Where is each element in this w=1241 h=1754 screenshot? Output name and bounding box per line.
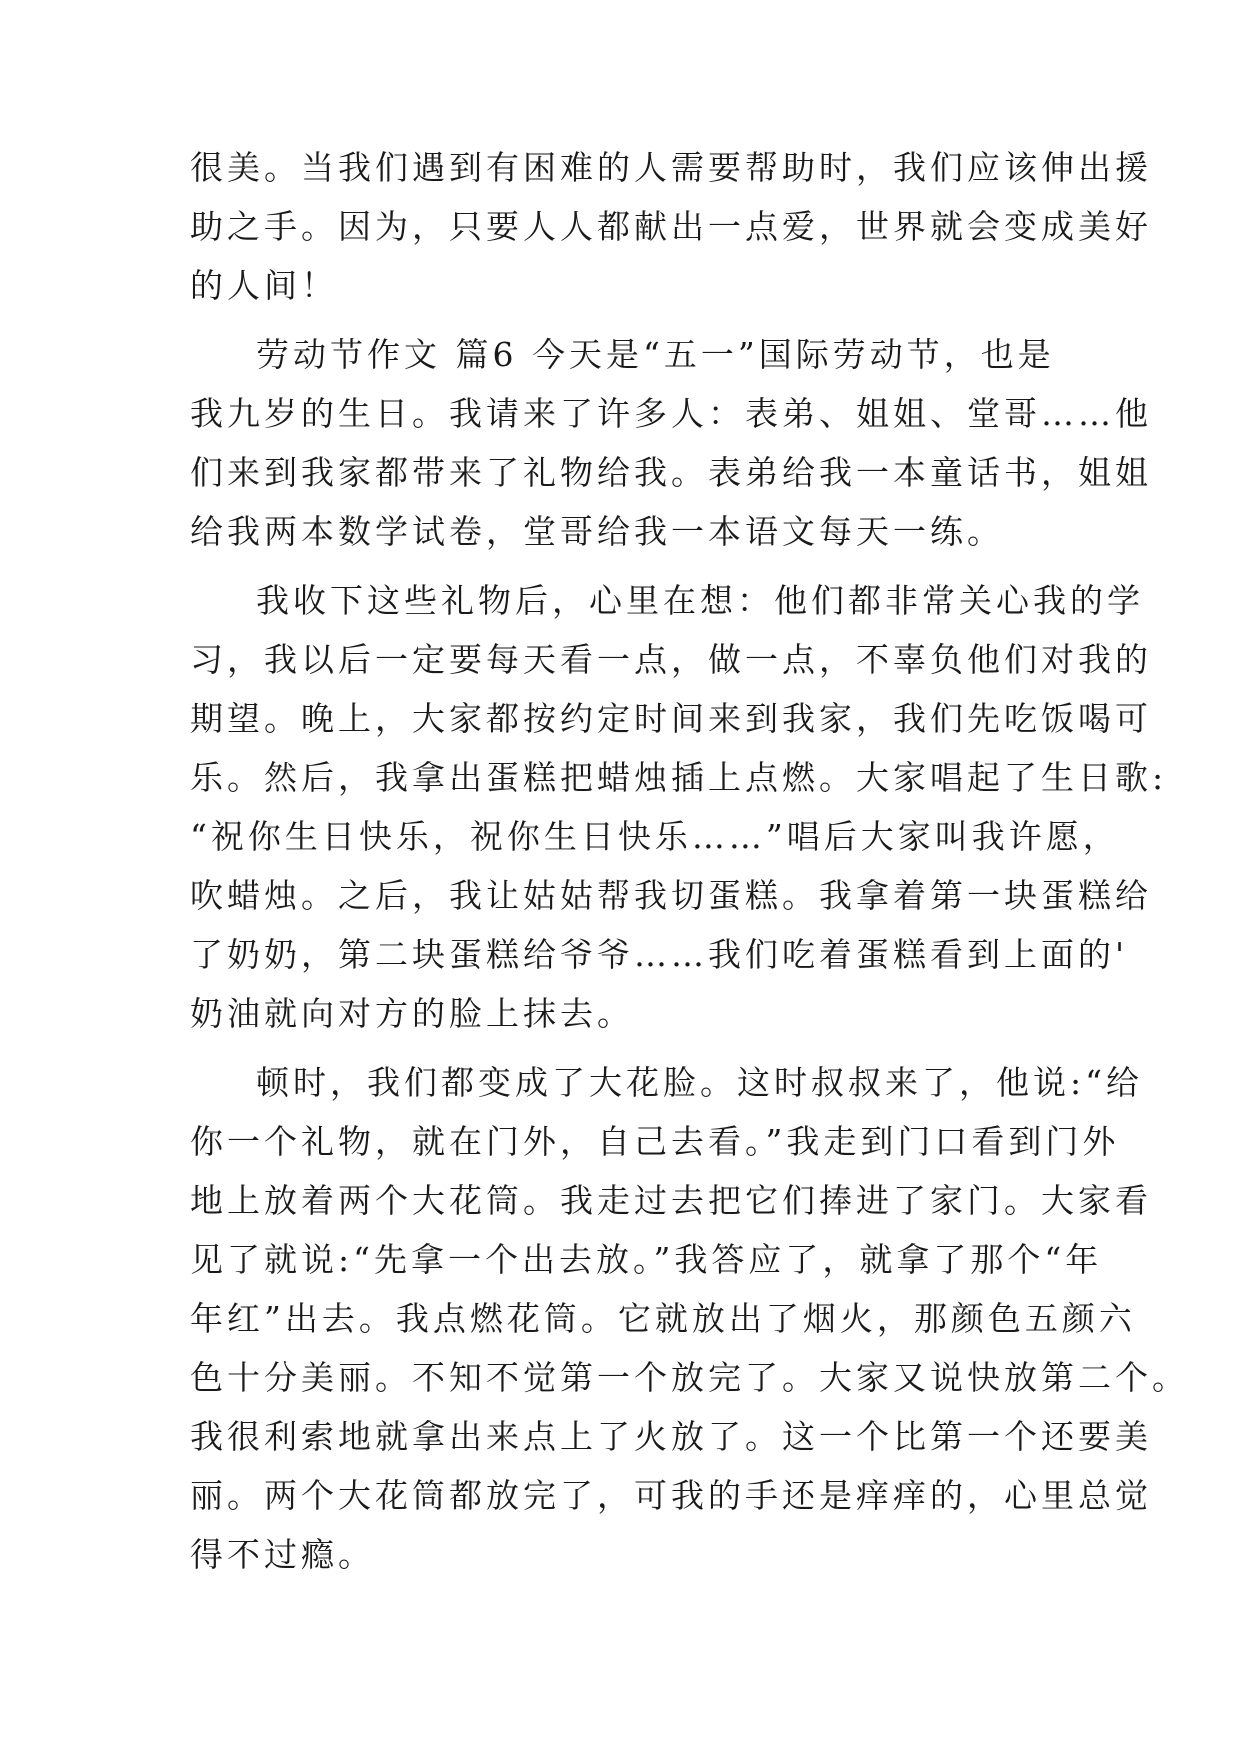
- text-line: 顿时，我们都变成了大花脸。这时叔叔来了，他说:“给: [256, 1063, 1143, 1102]
- paragraph-3: [190, 571, 1168, 1043]
- text-line: 见了就说:“先拿一个出去放。”我答应了，就拿了那个“年: [190, 1240, 1103, 1279]
- text-line: 们来到我家都带来了礼物给我。表弟给我一本童话书，姐姐: [190, 453, 1152, 492]
- text-line: “祝你生日快乐，祝你生日快乐……”唱后大家叫我许愿，: [190, 817, 1120, 856]
- document-body: [190, 138, 1189, 1584]
- text-line: 很美。当我们遇到有困难的人需要帮助时，我们应该伸出援: [190, 148, 1152, 187]
- text-line: 了奶奶，第二块蛋糕给爷爷……我们吃着蛋糕看到上面的': [190, 935, 1129, 974]
- text-line: 年红”出去。我点燃花筒。它就放出了烟火，那颜色五颜六: [190, 1299, 1136, 1338]
- text-line: 给我两本数学试卷，堂哥给我一本语文每天一练。: [190, 512, 1004, 551]
- text-line: 劳动节作文 篇6 今天是“五一”国际劳动节，也是: [256, 335, 1055, 374]
- text-line: 我收下这些礼物后，心里在想：他们都非常关心我的学: [256, 581, 1144, 620]
- paragraph-4: [190, 1053, 1189, 1584]
- text-line: 奶油就向对方的脸上抹去。: [190, 994, 634, 1033]
- paragraph-2: [190, 325, 1152, 561]
- text-line: 吹蜡烛。之后，我让姑姑帮我切蛋糕。我拿着第一块蛋糕给: [190, 876, 1152, 915]
- text-line: 得不过瘾。: [190, 1535, 375, 1574]
- text-line: 助之手。因为，只要人人都献出一点爱，世界就会变成美好: [190, 207, 1152, 246]
- paragraph-1: [190, 138, 1152, 315]
- text-line: 乐。然后，我拿出蛋糕把蜡烛插上点燃。大家唱起了生日歌:: [190, 758, 1168, 797]
- text-line: 期望。晚上，大家都按约定时间来到我家，我们先吃饭喝可: [190, 699, 1152, 738]
- text-line: 的人间！: [190, 266, 338, 305]
- text-line: 我很利索地就拿出来点上了火放了。这一个比第一个还要美: [190, 1417, 1152, 1456]
- text-line: 丽。两个大花筒都放完了，可我的手还是痒痒的，心里总觉: [190, 1476, 1152, 1515]
- text-line: 地上放着两个大花筒。我走过去把它们捧进了家门。大家看: [190, 1181, 1152, 1220]
- text-line: 色十分美丽。不知不觉第一个放完了。大家又说快放第二个。: [190, 1358, 1189, 1397]
- text-line: 习，我以后一定要每天看一点，做一点，不辜负他们对我的: [190, 640, 1152, 679]
- text-line: 你一个礼物，就在门外，自己去看。”我走到门口看到门外: [190, 1122, 1120, 1161]
- text-line: 我九岁的生日。我请来了许多人：表弟、姐姐、堂哥……他: [190, 394, 1152, 433]
